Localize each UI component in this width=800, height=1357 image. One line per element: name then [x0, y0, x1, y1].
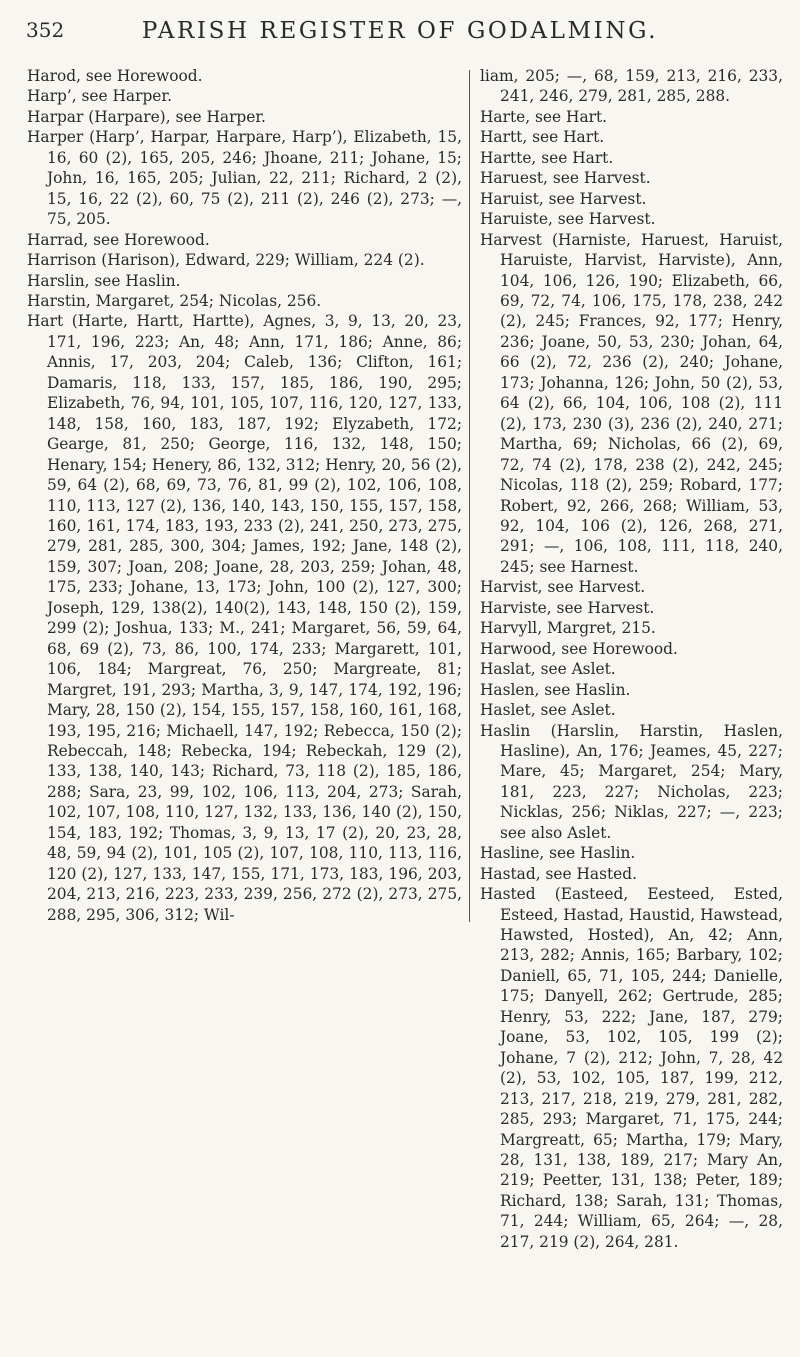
index-entry: Haruist, see Harvest.: [480, 189, 647, 208]
index-entry: Harstin, Margaret, 254; Nicolas, 256.: [27, 291, 322, 310]
index-entry: Harte, see Hart.: [480, 107, 608, 126]
index-entry: Haslat, see Aslet.: [480, 660, 616, 679]
index-entry: Harvyll, Margret, 215.: [480, 619, 656, 638]
index-entry: Harpar (Harpare), see Harper.: [27, 107, 266, 126]
index-entry: Hasted (Easteed, Eesteed, Ested, Esteed, Hastad, Haustid, Hawstead, Hawsted, Hosted), An, 42; Ann, 213, 282; Annis, 165; Barbary, 102; Daniell, 65, 71, 105, 244; Danielle, 175; Danyell, 262; Gertrude, 285; Henry, 53, 222; Jane, 187, 279; Joane, 53, 102, 105, 199 (2); Johane, 7 (2), 212; John, 7, 28, 42 (2), 53, 102, 105, 187, 199, 212, 213, 217, 218, 219, 279, 281, 282, 285, 293; Margaret, 71, 175, 244; Margreatt, 65; Martha, 179; Mary, 28, 131, 138, 189, 217; Mary An, 219; Peetter, 131, 138; Peter, 189; Richard, 138; Sarah, 131; Thomas, 71, 244; William, 65, 264; —, 28, 217, 219 (2), 264, 281.: [480, 885, 783, 1251]
index-entry: liam, 205; —, 68, 159, 213, 216, 233, 241, 246, 279, 281, 285, 288.: [480, 67, 783, 106]
index-entry: Harwood, see Horewood.: [480, 639, 678, 658]
index-entry: Haruest, see Harvest.: [480, 169, 651, 188]
right-column: [480, 66, 783, 1252]
index-entry: Harrison (Harison), Edward, 229; William, 224 (2).: [27, 251, 425, 270]
page-number: 352: [26, 18, 65, 42]
index-entry: Harvest (Harniste, Haruest, Haruist, Haruiste, Harvist, Harviste), Ann, 104, 106, 126, 190; Elizabeth, 66, 69, 72, 74, 106, 175, 178, 238, 242 (2), 245; Frances, 92, 177; Henry, 236; Joane, 50, 53, 230; Johan, 64, 66 (2), 72, 236 (2), 240; Johane, 173; Johanna, 126; John, 50 (2), 53, 64 (2), 66, 104, 106, 108 (2), 111 (2), 173, 230 (3), 236 (2), 240, 271; Martha, 69; Nicholas, 66 (2), 69, 72, 74 (2), 178, 238 (2), 242, 245; Nicolas, 118 (2), 259; Robard, 177; Robert, 92, 266, 268; William, 53, 92, 104, 106 (2), 126, 268, 271, 291; —, 106, 108, 111, 118, 240, 245; see Harnest.: [480, 230, 783, 576]
page-header: [0, 18, 800, 58]
index-entry: Harvist, see Harvest.: [480, 578, 646, 597]
index-entry: Harrad, see Horewood.: [27, 230, 210, 249]
index-entry: Haslin (Harslin, Harstin, Haslen, Hasline), An, 176; Jeames, 45, 227; Mare, 45; Margaret, 254; Mary, 181, 223, 227; Nicholas, 223; Nicklas, 256; Niklas, 227; —, 223; see also Aslet.: [480, 721, 783, 842]
column-divider: [469, 70, 470, 922]
index-entry: Haslen, see Haslin.: [480, 680, 631, 699]
index-entry: Harper (Harp’, Harpar, Harpare, Harp’), Elizabeth, 15, 16, 60 (2), 165, 205, 246; Jhoane, 211; Johane, 15; John, 16, 165, 205; Julian, 22, 211; Richard, 2 (2), 15, 16, 22 (2), 60, 75 (2), 211 (2), 246 (2), 273; —, 75, 205.: [27, 128, 462, 229]
index-entry: Harslin, see Haslin.: [27, 271, 181, 290]
running-title: PARISH REGISTER OF GODALMING.: [141, 18, 659, 44]
index-entry: Hastad, see Hasted.: [480, 864, 638, 883]
index-entry: Hasline, see Haslin.: [480, 844, 636, 863]
index-entry: Hartt, see Hart.: [480, 128, 605, 147]
left-column: [27, 66, 462, 925]
index-entry: Haruiste, see Harvest.: [480, 210, 656, 229]
index-entry: Harp’, see Harper.: [27, 87, 172, 106]
index-entry: Harod, see Horewood.: [27, 67, 203, 85]
index-entry: Haslet, see Aslet.: [480, 701, 616, 720]
index-entry: Harviste, see Harvest.: [480, 598, 655, 617]
index-entry: Hartte, see Hart.: [480, 148, 614, 167]
index-entry: Hart (Harte, Hartt, Hartte), Agnes, 3, 9, 13, 20, 23, 171, 196, 223; An, 48; Ann, 171, 186; Anne, 86; Annis, 17, 203, 204; Caleb, 136; Clifton, 161; Damaris, 118, 133, 157, 185, 186, 190, 295; Elizabeth, 76, 94, 101, 105, 107, 116, 120, 127, 133, 148, 158, 160, 183, 187, 192; Elyzabeth, 172; Gearge, 81, 250; George, 116, 132, 148, 150; Henary, 154; Henery, 86, 132, 312; Henry, 20, 56 (2), 59, 64 (2), 68, 69, 73, 76, 81, 99 (2), 102, 106, 108, 110, 113, 127 (2), 136, 140, 143, 150, 155, 157, 158, 160, 161, 174, 183, 193, 233 (2), 241, 250, 273, 275, 279, 281, 285, 300, 304; James, 192; Jane, 148 (2), 159, 307; Joan, 208; Joane, 28, 203, 259; Johan, 48, 175, 233; Johane, 13, 173; John, 100 (2), 127, 300; Joseph, 129, 138(2), 140(2), 143, 148, 150 (2), 159, 299 (2); Joshua, 133; M., 241; Margaret, 56, 59, 64, 68, 69 (2), 73, 86, 100, 174, 233; Margarett, 101, 106, 184; Margreat, 76, 250; Margreate, 81; Margret, 191, 293; Martha, 3, 9, 147, 174, 192, 196; Mary, 28, 150 (2), 154, 155, 157, 158, 160, 161, 168, 193, 195, 216; Michaell, 147, 192; Rebecca, 150 (2); Rebeccah, 148; Rebecka, 194; Rebeckah, 129 (2), 133, 138, 140, 143; Richard, 73, 118 (2), 185, 186, 288; Sara, 23, 99, 102, 106, 113, 204, 273; Sarah, 102, 107, 108, 110, 127, 132, 133, 136, 140 (2), 150, 154, 183, 192; Thomas, 3, 9, 13, 17 (2), 20, 23, 28, 48, 59, 94 (2), 101, 105 (2), 107, 108, 110, 113, 116, 120 (2), 127, 133, 147, 155, 171, 173, 183, 196, 203, 204, 213, 216, 223, 233, 239, 256, 272 (2), 273, 275, 288, 295, 306, 312; Wil-: [27, 312, 462, 924]
